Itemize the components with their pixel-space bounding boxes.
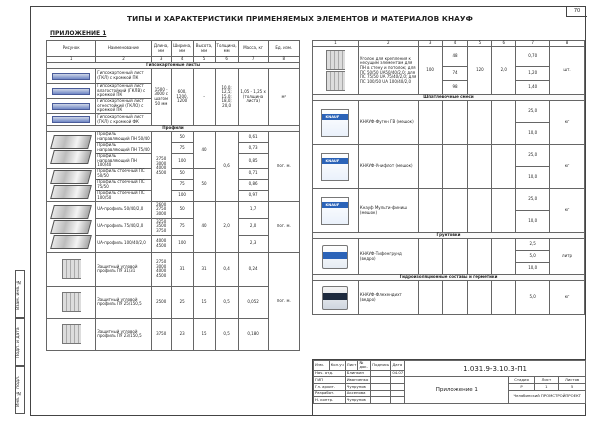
waterproof-unit: кг: [550, 281, 585, 315]
doc-code: 1.031.9-3.10.3-П1: [405, 361, 586, 377]
tb-name: Аксенова: [345, 390, 371, 397]
profile-name: Профиль направляющий ПН 75/40: [97, 142, 150, 152]
profile-unit: пог. м.: [268, 132, 300, 202]
ua-profile-name: UA-профиль 50/40/2,0: [96, 201, 152, 218]
tb-header-cell: Изм.: [314, 361, 330, 371]
ua-profile-name: UA-профиль 75/40/2,0: [96, 218, 152, 235]
profile-mass: 0,61: [238, 132, 268, 143]
tb-header-cell: Кол.уч: [329, 361, 345, 371]
waterproof-name: КНАУФ-Флехендихт (ведро): [358, 281, 418, 315]
gkl-sheet-image: [52, 73, 90, 80]
bracket-width: 98: [442, 81, 468, 95]
bracket-mass: 0,70: [516, 47, 550, 67]
tb-role: Разработ.: [314, 390, 346, 397]
profile-width: 100: [171, 154, 193, 169]
gkl-width: 600, 1200, 1200: [171, 69, 193, 126]
corner-profile-length: 2500: [151, 286, 171, 318]
profile-name: Профиль стоечный ПС 75/50: [96, 179, 152, 190]
bracket-length: 100: [418, 47, 442, 95]
putty-mass: 10,0: [516, 211, 550, 233]
bracket-image: [326, 50, 345, 70]
sheet-label: Лист: [534, 377, 559, 384]
corner-profile-length: 3750: [151, 318, 171, 350]
col-number: 2: [96, 57, 152, 63]
side-stamp-label: Инв. № подл.: [16, 375, 21, 407]
gkl-picture: [47, 99, 96, 114]
profile-width: 50: [171, 168, 193, 179]
tb-role: ГИП: [314, 377, 346, 384]
organization: Челябинский ПРОМСТРОЙПРОЕКТ: [509, 390, 586, 403]
corner-profile-picture: [47, 318, 96, 350]
profile-width: 75: [171, 143, 193, 154]
bracket-thickness: 2,0: [492, 47, 516, 95]
ua-profile-picture: [47, 201, 96, 252]
ua-profile-width: 50: [171, 201, 193, 218]
ua-profile-length: 3250 3500 3750: [151, 218, 171, 235]
bracket-unit: шт.: [550, 47, 585, 95]
tb-role: Гл. архит.: [314, 384, 346, 391]
bracket-width: 74: [442, 67, 468, 81]
col-number: 7: [516, 41, 550, 47]
col-header: Ширина, мм: [171, 41, 193, 57]
left-spec-table: [46, 40, 300, 351]
ua-profile-height: 40: [193, 201, 215, 252]
tb-date: 04.07: [392, 370, 404, 376]
col-header: Длина, мм: [151, 41, 171, 57]
sheet-value: 1: [534, 384, 559, 391]
ua-profile-name: UA-профиль 100/40/2,0: [96, 235, 152, 252]
col-number: 6: [215, 57, 238, 63]
tb-header-cell: Дата: [391, 361, 405, 371]
col-number: 5: [193, 57, 215, 63]
putty-picture: [313, 101, 359, 145]
putty-mass: 25,0: [516, 101, 550, 123]
ua-profile-width: 100: [171, 235, 193, 252]
gkl-picture: [47, 84, 96, 99]
gkl-sheet-image: [52, 88, 90, 95]
stage-value: Р: [509, 384, 534, 391]
corner-profile-image: [62, 259, 81, 279]
profile-mass: 0,85: [238, 154, 268, 169]
corner-profile-image: [62, 292, 81, 312]
corner-profile-width: 25: [171, 286, 193, 318]
corner-profile-image: [62, 324, 81, 344]
tb-header-cell: Подпись: [371, 361, 391, 371]
corner-profile-name: Защитный угловой профиль ПУ 23/150,5: [96, 318, 152, 350]
bracket-name: Уголок для крепления к несущим элементам для ПН в стену и потолок; для ПС 50/50 UA50/40/2,0; для ПС 75/50 UA 75/40/2,0; для ПС 100/50 UA 100/40/2,0: [358, 47, 418, 95]
putty-bag-image: KNAUF: [321, 109, 349, 137]
primer-bucket-image: [322, 245, 348, 269]
corner-profile-mass: 0,24: [238, 252, 268, 286]
title-block-table: [313, 360, 586, 404]
gkl-picture: [47, 69, 96, 84]
gkl-picture: [47, 114, 96, 126]
profile-mass: 0,86: [238, 179, 268, 190]
gkl-length: 1500 - 3000 с шагом 50 мм: [151, 69, 171, 126]
profile-name: Профиль направляющий ПН 50/40: [97, 131, 150, 141]
ua-profile-unit: пог. м.: [268, 201, 300, 252]
putty-unit: кг: [550, 101, 585, 145]
putty-name: Кнауф Мульти-финиш (мешок): [358, 189, 418, 233]
col-header: Высота, мм: [193, 41, 215, 57]
col-header: Масса, кг: [238, 41, 268, 57]
primer-volume: 10,0: [516, 263, 550, 275]
corner-profile-height: 15: [193, 286, 215, 318]
section-heading: Профили: [47, 126, 300, 132]
col-number: 1: [47, 57, 96, 63]
profile-height: 50: [193, 168, 215, 201]
col-number: 8: [550, 41, 585, 47]
tb-name: Чупрунов: [345, 384, 371, 391]
ua-profile-length: 4000 4500: [151, 235, 171, 252]
tb-name: Иванченко: [345, 377, 371, 384]
bracket-picture: [313, 47, 359, 95]
putty-mass: 10,0: [516, 167, 550, 189]
bracket-mass: 1,40: [516, 81, 550, 95]
col-number: 4: [171, 57, 193, 63]
corner-profile-picture: [47, 286, 96, 318]
col-header: Ед. изм.: [268, 41, 300, 57]
ua-profile-mass: 2,0: [238, 218, 268, 235]
putty-unit: кг: [550, 145, 585, 189]
corner-profile-thickness: 0,5: [215, 318, 238, 350]
col-number: 5: [468, 41, 492, 47]
corner-profile-picture: [47, 252, 96, 286]
corner-profile-thickness: 0,5: [215, 286, 238, 318]
waterproof-bucket-image: [322, 286, 348, 310]
col-number: 6: [492, 41, 516, 47]
waterproof-mass: 5,0: [516, 281, 550, 315]
bracket-width: 48: [442, 47, 468, 67]
section-heading: Гидроизоляционные составы и герметики: [313, 275, 585, 281]
putty-bag-image: KNAUF: [321, 197, 349, 225]
gkl-name: Гипсокартонный лист влагостойкий (ГКЛВ) с кромкой ПК: [96, 84, 152, 99]
ps-profile-picture: [47, 168, 96, 201]
putty-bag-image: KNAUF: [321, 153, 349, 181]
side-stamp-cell: [15, 366, 25, 414]
col-number: 3: [151, 57, 171, 63]
corner-profile-unit: пог. м.: [268, 252, 300, 350]
putty-name: КНАУФ-Фуген ГВ (мешок): [358, 101, 418, 145]
side-stamp-label: Подп. и дата: [16, 327, 21, 359]
corner-profile-name: Защитный угловой профиль ПУ 25/150,5: [96, 286, 152, 318]
col-number: 8: [268, 57, 300, 63]
ua-profile-image: [50, 235, 92, 249]
pn-profile-image: [50, 150, 92, 164]
gkl-sheet-image: [52, 103, 90, 110]
profile-mass: 0,73: [238, 143, 268, 154]
tb-header-cell: Лист: [345, 361, 358, 371]
gkl-unit: м²: [268, 69, 300, 126]
putty-mass: 25,0: [516, 189, 550, 211]
col-header: Рисунок: [47, 41, 96, 57]
tb-role: Н. контр.: [314, 397, 346, 404]
right-spec-table: [312, 40, 585, 315]
primer-volume: 5,0: [516, 251, 550, 263]
corner-profile-width: 31: [171, 252, 193, 286]
putty-unit: кг: [550, 189, 585, 233]
col-header: Толщина, мм: [215, 41, 238, 57]
tb-header-cell: № док.: [358, 361, 371, 371]
bracket-mass: 1,20: [516, 67, 550, 81]
primer-volume: 2,5: [516, 239, 550, 251]
profile-width: 75: [171, 179, 193, 190]
stage-label: Стадия: [509, 377, 534, 384]
corner-profile-height: 31: [193, 252, 215, 286]
corner-profile-length: 2750 3000 4000 4500: [151, 252, 171, 286]
side-stamp-column: [5, 270, 27, 416]
ua-profile-width: 75: [171, 218, 193, 235]
pn-profile-picture: [47, 132, 96, 169]
corner-profile-height: 15: [193, 318, 215, 350]
gkl-sheet-image: [52, 116, 90, 123]
ps-profile-image: [50, 185, 92, 199]
profile-name: Профиль стоечный ПС 100/50: [96, 190, 152, 201]
tb-name: Блинкин: [345, 370, 371, 377]
ua-profile-thickness: 2,0: [215, 201, 238, 252]
putty-name: КНАУФ-Унифлот (мешок): [358, 145, 418, 189]
profile-thickness: 0,6: [215, 132, 238, 202]
side-stamp-cell: [15, 270, 25, 318]
primer-name: КНАУФ-Тифенгрунд (ведро): [358, 239, 418, 275]
putty-mass: 10,0: [516, 123, 550, 145]
profile-height: 40: [193, 132, 215, 169]
ua-profile-image: [50, 220, 92, 234]
profile-width: 100: [171, 190, 193, 201]
ua-profile-mass: 1,7: [238, 201, 268, 218]
col-number: 7: [238, 57, 268, 63]
side-stamp-label: Взам. инв. №: [16, 279, 21, 311]
pn-profile-image: [50, 135, 92, 149]
ua-profile-image: [50, 205, 92, 219]
bracket-image: [326, 71, 345, 91]
corner-profile-mass: 0,052: [238, 286, 268, 318]
col-header: Наименование: [96, 41, 152, 57]
gkl-height: –: [193, 69, 215, 126]
ua-profile-mass: 2,3: [238, 235, 268, 252]
doc-name: Приложение 1: [405, 377, 509, 403]
page-title: ТИПЫ И ХАРАКТЕРИСТИКИ ПРИМЕНЯЕМЫХ ЭЛЕМЕНТОВ И МАТЕРИАЛОВ КНАУФ: [127, 14, 473, 23]
profile-length: 2750 3000 4000 4500: [151, 132, 171, 202]
bracket-height: 120: [468, 47, 492, 95]
gkl-mass: 1,05 - 1,25 x (толщина листа): [238, 69, 268, 126]
corner-profile-width: 23: [171, 318, 193, 350]
sheets-label: Листов: [559, 377, 586, 384]
section-heading: Грунтовки: [313, 233, 585, 239]
title-block: [312, 359, 586, 416]
gkl-name: Гипсокартонный лист (ГКЛ) с кромкой ФК: [96, 114, 152, 126]
tb-role: Нач. отд.: [314, 370, 346, 377]
profile-mass: 0,71: [238, 168, 268, 179]
putty-mass: 25,0: [516, 145, 550, 167]
profile-name: Профиль направляющий ПН 100/40: [96, 154, 152, 169]
tb-name: Чупрунов: [345, 397, 371, 404]
gkl-name: Гипсокартонный лист огнестойкий (ГКЛО) с кромкой ПК: [96, 99, 152, 114]
sheets-value: 5: [559, 384, 586, 391]
ps-profile-image: [50, 170, 92, 184]
profile-name: Профиль стоечный ПС 50/50: [96, 168, 152, 179]
col-number: 4: [442, 41, 468, 47]
primer-unit: литр: [550, 239, 585, 275]
corner-profile-mass: 0,180: [238, 318, 268, 350]
section-heading: Гипсокартонные листы: [47, 63, 300, 69]
section-heading: Шпатлевочные смеси: [313, 95, 585, 101]
gkl-name: Гипсокартонный лист (ГКЛ) с кромкой ПК: [96, 69, 152, 84]
side-stamp-cell: [15, 318, 25, 366]
gkl-thickness: 10,0; 12,5; 15,0; 18,0; 20,0: [215, 69, 238, 126]
profile-mass: 0,97: [238, 190, 268, 201]
waterproof-picture: [313, 281, 359, 315]
profile-width: 50: [171, 132, 193, 143]
putty-picture: [313, 189, 359, 233]
col-number: 2: [358, 41, 418, 47]
corner-profile-name: Защитный угловой профиль ПУ 31/31: [96, 252, 152, 286]
appendix-label: ПРИЛОЖЕНИЕ 1: [50, 30, 107, 37]
putty-picture: [313, 145, 359, 189]
page-number: 70: [566, 6, 587, 17]
col-number: 3: [418, 41, 442, 47]
corner-profile-thickness: 0,4: [215, 252, 238, 286]
primer-picture: [313, 239, 359, 275]
col-number: 1: [313, 41, 359, 47]
ua-profile-length: 2600 2750 3000: [151, 201, 171, 218]
